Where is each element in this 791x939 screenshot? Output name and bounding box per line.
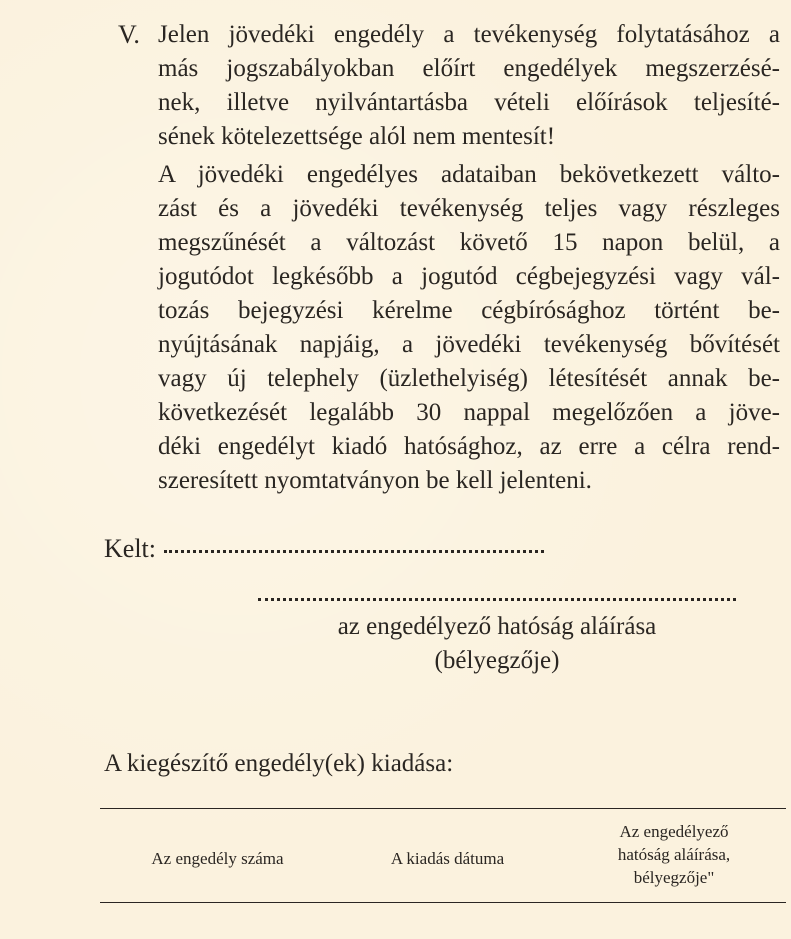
column-header-issue-date: A kiadás dátuma xyxy=(390,849,505,868)
text-line: jogutódot legkésőbb a jogutód cégbejegyzési vagy vál- xyxy=(158,263,780,290)
text-line: nyújtásának napjáig, a jövedéki tevékenység bővítését xyxy=(158,331,780,358)
paragraph-reporting-obligation xyxy=(158,158,780,498)
column-header-line: Az engedélyező xyxy=(619,822,729,841)
text-line: következését legalább 30 nappal megelőzően a jöve- xyxy=(158,399,780,426)
table-top-rule xyxy=(100,808,786,809)
date-dotted-line[interactable] xyxy=(164,550,544,553)
text-line: déki engedélyt kiadó hatósághoz, az erre a célra rend- xyxy=(158,433,780,460)
text-line: tozás bejegyzési kérelme cégbírósághoz történt be- xyxy=(158,297,780,324)
text-line: nek, illetve nyilvántartásba vételi előírások teljesíté- xyxy=(158,89,780,116)
paragraph-exemption-notice xyxy=(158,18,780,154)
column-header-line: hatóság aláírása, xyxy=(617,845,731,864)
signature-caption-line1: az engedélyező hatóság aláírása xyxy=(337,613,657,640)
text-line: A jövedéki engedélyes adataiban bekövetkezett válto- xyxy=(158,161,780,188)
text-line: más jogszabályokban előírt engedélyek megszerzésé- xyxy=(158,55,780,82)
text-line: Jelen jövedéki engedély a tevékenység folytatásához a xyxy=(158,21,780,48)
text-line: szeresített nyomtatványon be kell jelenteni. xyxy=(158,467,592,494)
signature-caption-line2: (bélyegzője) xyxy=(434,647,560,674)
text-line: sének kötelezettsége alól nem mentesít! xyxy=(158,123,556,150)
column-header-permit-number: Az engedély száma xyxy=(151,849,284,868)
signature-caption xyxy=(258,610,736,678)
column-header-line: bélyegzője" xyxy=(633,868,715,887)
text-line: zást és a jövedéki tevékenység teljes vagy részleges xyxy=(158,195,780,222)
text-line: vagy új telephely (üzlethelyiség) létesítését annak be- xyxy=(158,365,780,392)
section-number: V. xyxy=(118,20,140,49)
column-header-authority-signature xyxy=(574,820,774,889)
text-line: megszűnését a változást követő 15 napon belül, a xyxy=(158,229,780,256)
signature-dotted-line[interactable] xyxy=(258,598,736,601)
supplementary-permits-heading: A kiegészítő engedély(ek) kiadása: xyxy=(104,750,454,777)
table-bottom-rule xyxy=(100,902,786,903)
kelt-label: Kelt: xyxy=(104,534,156,563)
